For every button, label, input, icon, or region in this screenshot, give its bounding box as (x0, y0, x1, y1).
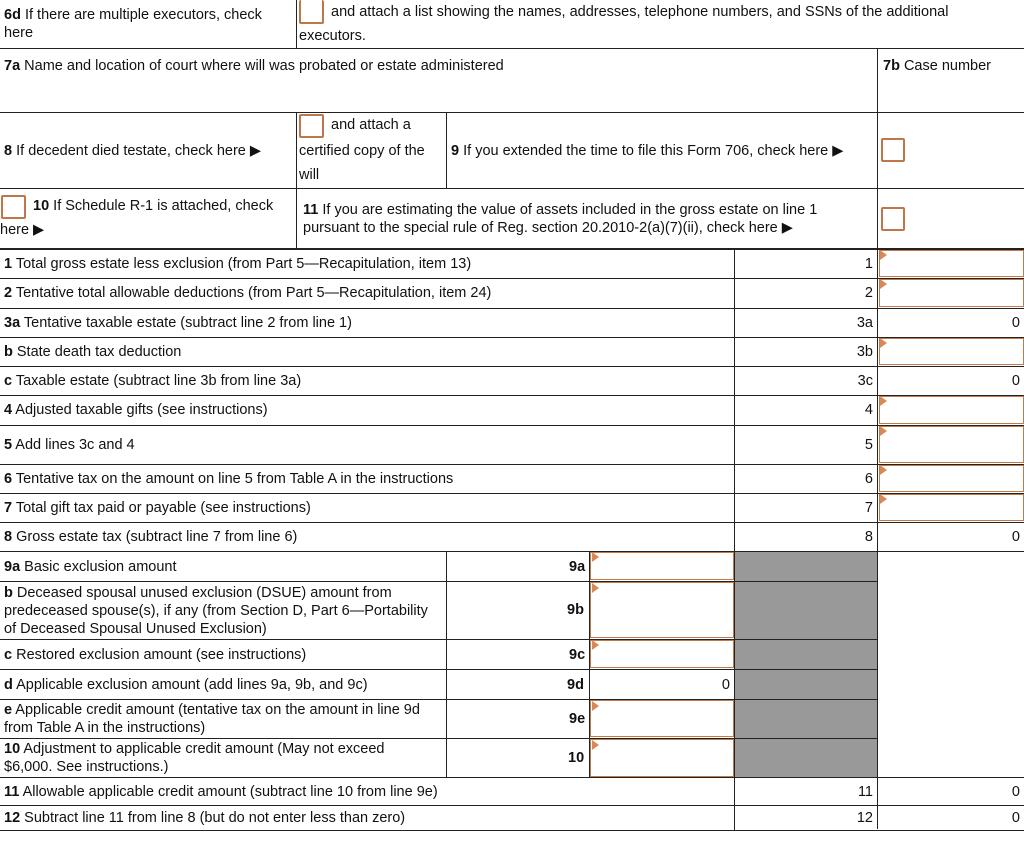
line-8-attach-a: and attach a (331, 117, 411, 133)
line-number: 8 (864, 529, 873, 545)
line-number: 3c (857, 373, 873, 389)
line-9c-input[interactable] (590, 640, 734, 668)
line-number: 4 (864, 402, 873, 418)
line-9e-number: 9e (569, 711, 586, 727)
field-marker-icon (592, 701, 599, 711)
line-9d-label: d Applicable exclusion amount (add lines 9a, 9b, and 9c) (4, 677, 368, 693)
case-number-input[interactable] (878, 78, 1024, 111)
field-marker-icon (592, 740, 599, 750)
line-label: c Taxable estate (subtract line 3b from line 3a) (4, 373, 302, 389)
line-number: 3b (856, 344, 873, 360)
line-9b-label: b Deceased spousal unused exclusion (DSUE) amount from predeceased spouse(s), if any (from Section D, Part 6—Portability of Deceased Spousal Unused Exclusion) (4, 585, 428, 637)
line-9c-label: c Restored exclusion amount (see instructions) (4, 647, 307, 663)
line-10-number: 10 (568, 750, 585, 766)
line-6d-label-cont: here (4, 25, 34, 41)
line-6d-attach-text: and attach a list showing the names, addresses, telephone numbers, and SSNs of the additional (331, 4, 949, 20)
amount-input[interactable] (879, 494, 1024, 521)
line-9a-label: 9a Basic exclusion amount (4, 559, 177, 575)
line-10-input[interactable] (590, 739, 734, 777)
line-number: 7 (864, 500, 873, 516)
line-9b-number: 9b (567, 602, 584, 618)
field-marker-icon (880, 465, 887, 475)
line-9b-input[interactable] (590, 582, 734, 638)
line-10-label: 10 Adjustment to applicable credit amount (May not exceed $6,000. See instructions.) (4, 741, 385, 775)
line-7a-label: 7a Name and location of court where will was probated or estate administered (4, 58, 504, 74)
line-number: 11 (857, 784, 873, 800)
line-8-attach-c: will (299, 167, 320, 183)
line-label: 7 Total gift tax paid or payable (see instructions) (4, 500, 311, 516)
line-9-extension-checkbox[interactable] (881, 138, 905, 162)
line-9d-value: 0 (721, 677, 730, 693)
line-9c-number: 9c (569, 647, 586, 663)
line-9a-input[interactable] (590, 552, 734, 580)
amount-input[interactable] (879, 279, 1024, 307)
line-label: 2 Tentative total allowable deductions (from Part 5—Recapitulation, item 24) (4, 285, 492, 301)
line-11-estimate-label: 11 If you are estimating the value of assets included in the gross estate on line 1 (303, 202, 818, 218)
line-9e-input[interactable] (590, 700, 734, 737)
amount-input[interactable] (879, 338, 1024, 365)
field-marker-icon (880, 396, 887, 406)
line-6d-checkbox[interactable] (299, 0, 324, 24)
line-label: 12 Subtract line 11 from line 8 (but do not enter less than zero) (4, 810, 406, 826)
court-name-input[interactable] (0, 78, 876, 111)
field-marker-icon (880, 279, 887, 289)
line-10-schedule-r1-checkbox[interactable] (1, 195, 26, 219)
amount-value: 0 (1011, 529, 1020, 545)
field-marker-icon (880, 494, 887, 504)
line-number: 5 (864, 437, 873, 453)
line-9-extension-label: 9 If you extended the time to file this Form 706, check here ▶ (451, 143, 844, 159)
line-label: b State death tax deduction (4, 344, 182, 360)
line-11-estimate-label-cont: pursuant to the special rule of Reg. section 20.2010-2(a)(7)(ii), check here ▶ (303, 220, 793, 236)
line-label: 11 Allowable applicable credit amount (subtract line 10 from line 9e) (4, 784, 438, 800)
line-number: 6 (864, 471, 873, 487)
line-label: 8 Gross estate tax (subtract line 7 from line 6) (4, 529, 298, 545)
field-marker-icon (880, 426, 887, 436)
field-marker-icon (592, 583, 599, 593)
field-marker-icon (592, 640, 599, 650)
field-marker-icon (880, 250, 887, 260)
line-label: 6 Tentative tax on the amount on line 5 from Table A in the instructions (4, 471, 454, 487)
line-10-schedule-label-cont: here ▶ (0, 222, 45, 238)
amount-input[interactable] (879, 465, 1024, 492)
line-8-checkbox[interactable] (299, 114, 324, 138)
line-9a-number: 9a (569, 559, 586, 575)
amount-input[interactable] (879, 426, 1024, 463)
line-11-estimate-checkbox[interactable] (881, 207, 905, 231)
line-6d-attach-text-cont: executors. (299, 28, 366, 44)
amount-input[interactable] (879, 396, 1024, 424)
line-6d-label: 6d If there are multiple executors, check (4, 7, 262, 23)
amount-input[interactable] (879, 250, 1024, 277)
line-number: 2 (864, 285, 873, 301)
line-9d-number: 9d (567, 677, 584, 693)
line-7b-label: 7b Case number (883, 58, 991, 74)
field-marker-icon (880, 338, 887, 348)
field-marker-icon (592, 552, 599, 562)
amount-value: 0 (1011, 315, 1020, 331)
amount-value: 0 (1011, 373, 1020, 389)
line-label: 3a Tentative taxable estate (subtract line 2 from line 1) (4, 315, 352, 331)
line-number: 3a (856, 315, 873, 331)
line-8-attach-b: certified copy of the (299, 143, 425, 159)
shaded-area (735, 552, 877, 777)
amount-value: 0 (1011, 784, 1020, 800)
line-label: 4 Adjusted taxable gifts (see instructions) (4, 402, 268, 418)
line-number: 12 (856, 810, 873, 826)
line-8-label: 8 If decedent died testate, check here ▶ (4, 143, 262, 159)
line-number: 1 (864, 256, 873, 272)
amount-value: 0 (1011, 810, 1020, 826)
line-label: 1 Total gross estate less exclusion (from Part 5—Recapitulation, item 13) (4, 256, 472, 272)
line-label: 5 Add lines 3c and 4 (4, 437, 135, 453)
line-10-schedule-label: 10 If Schedule R-1 is attached, check (33, 198, 274, 214)
line-9e-label: e Applicable credit amount (tentative tax on the amount in line 9d from Table A in the instructions) (4, 702, 420, 736)
